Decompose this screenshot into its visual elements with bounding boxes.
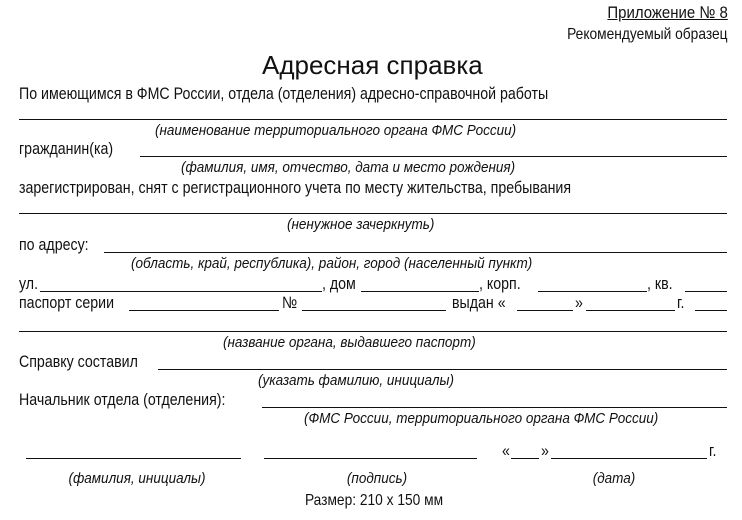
house-label: , дом: [322, 275, 356, 293]
signature-sign-line: [264, 458, 477, 459]
building-line: [538, 291, 647, 292]
address-line: [104, 252, 727, 253]
passport-number-label: №: [282, 294, 298, 312]
year-suffix: г.: [677, 294, 685, 312]
issued-year-line: [695, 310, 727, 311]
passport-number-line: [302, 310, 446, 311]
registered-text: зарегистрирован, снят с регистрационного учета по месту жительства, пребывания: [19, 179, 572, 197]
apartment-line: [685, 291, 727, 292]
street-line: [40, 291, 322, 292]
passport-series-label: паспорт серии: [19, 294, 115, 312]
street-label: ул.: [19, 275, 39, 293]
issued-day-line: [517, 310, 573, 311]
intro-caption: (наименование территориального органа ФМС России): [155, 122, 517, 139]
address-label: по адресу:: [19, 236, 89, 254]
signature-name-line: [26, 458, 241, 459]
sign-caption-date: (дата): [592, 470, 636, 487]
registered-line: [19, 213, 727, 214]
issued-month-line: [586, 310, 675, 311]
building-label: , корп.: [479, 275, 521, 293]
head-caption: (ФМС России, территориального органа ФМС России): [304, 410, 659, 427]
date-day-line: [511, 458, 539, 459]
head-line: [262, 407, 727, 408]
date-quote-open: «: [502, 442, 510, 460]
sign-caption-signature: (подпись): [346, 470, 408, 487]
sign-year-suffix: г.: [709, 442, 717, 460]
apartment-label: , кв.: [647, 275, 673, 293]
intro-line: [19, 119, 727, 120]
attachment-number: Приложение № 8: [607, 3, 728, 22]
intro-text: По имеющимся в ФМС России, отдела (отделения) адресно-справочной работы: [19, 85, 549, 103]
date-line: [551, 458, 707, 459]
date-quote-close: »: [541, 442, 549, 460]
head-label: Начальник отдела (отделения):: [19, 391, 226, 409]
compiled-caption: (указать фамилию, инициалы): [258, 372, 454, 389]
page-title: Адресная справка: [262, 50, 483, 80]
issued-quote-close: »: [575, 294, 583, 312]
size-note: Размер: 210 х 150 мм: [304, 492, 444, 509]
compiled-line: [158, 369, 727, 370]
sample-note: Рекомендуемый образец: [567, 26, 728, 43]
compiled-label: Справку составил: [19, 353, 138, 371]
passport-issuer-line: [19, 331, 727, 332]
issued-label: выдан «: [452, 294, 506, 312]
sign-caption-name: (фамилия, инициалы): [68, 470, 206, 487]
address-caption: (область, край, республика), район, город (населенный пункт): [131, 255, 533, 272]
citizen-label: гражданин(ка): [19, 140, 114, 158]
citizen-caption: (фамилия, имя, отчество, дата и место рождения): [181, 159, 516, 176]
passport-series-line: [129, 310, 279, 311]
citizen-line: [140, 156, 727, 157]
house-line: [361, 291, 479, 292]
passport-caption: (название органа, выдавшего паспорт): [223, 334, 476, 351]
registered-caption: (ненужное зачеркнуть): [287, 216, 435, 233]
